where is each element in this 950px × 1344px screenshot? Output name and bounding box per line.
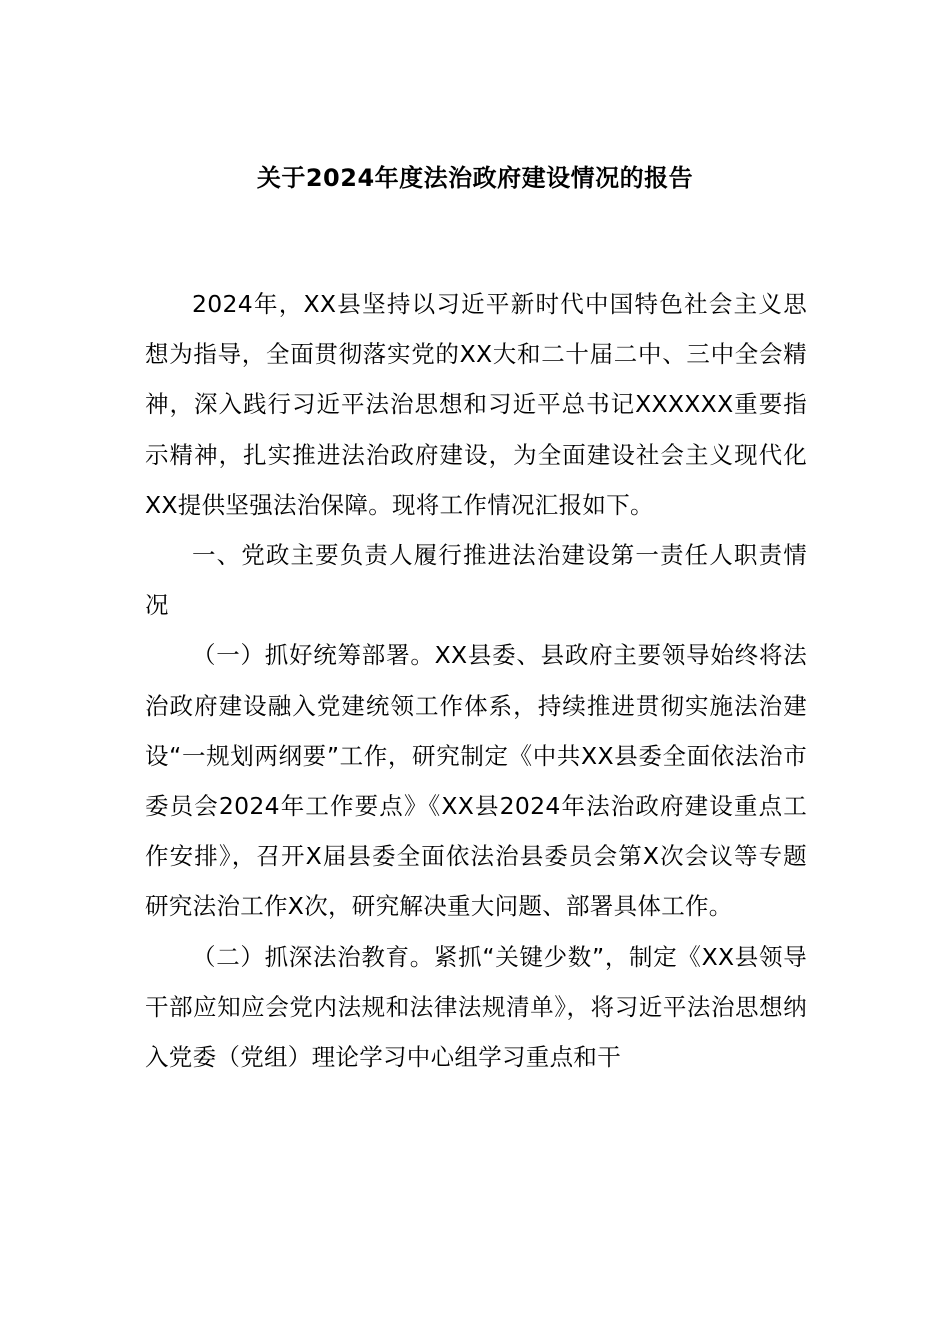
document-body — [145, 279, 807, 1082]
intro-paragraph: 2024年，XX县坚持以习近平新时代中国特色社会主义思想为指导，全面贯彻落实党的XX大和二十届二中、三中全会精神，深入践行习近平法治思想和习近平总书记XXXXXX重要指示精神，扎实推进法治政府建设，为全面建设社会主义现代化XX提供坚强法治保障。现将工作情况汇报如下。 — [145, 290, 807, 519]
subsection-paragraph-1: （一）抓好统筹部署。XX县委、县政府主要领导始终将法治政府建设融入党建统领工作体系，持续推进贯彻实施法治建设“一规划两纲要”工作，研究制定《中共XX县委全面依法治市委员会2024年工作要点》《XX县2024年法治政府建设重点工作安排》，召开X届县委全面依法治县委员会第X次会议等专题研究法治工作X次，研究解决重大问题、部署具体工作。 — [145, 641, 807, 921]
subsection-paragraph-2: （二）抓深法治教育。紧抓“关键少数”，制定《XX县领导干部应知应会党内法规和法律法规清单》，将习近平法治思想纳入党委（党组）理论学习中心组学习重点和干 — [145, 942, 807, 1072]
section-heading-1: 一、党政主要负责人履行推进法治建设第一责任人职责情况 — [145, 541, 807, 620]
document-title: 关于2024年度法治政府建设情况的报告 — [256, 164, 694, 192]
